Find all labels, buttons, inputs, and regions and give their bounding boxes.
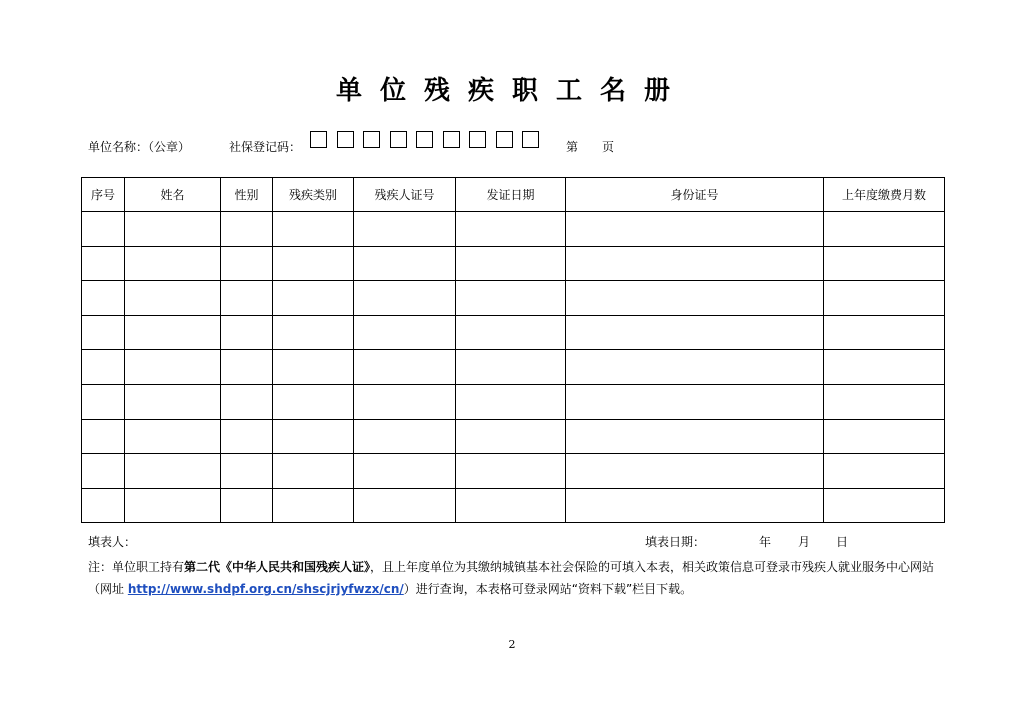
table-cell[interactable] bbox=[824, 384, 945, 419]
table-cell[interactable] bbox=[456, 419, 566, 454]
table-cell[interactable] bbox=[125, 315, 221, 350]
table-cell[interactable] bbox=[456, 384, 566, 419]
table-cell[interactable] bbox=[125, 212, 221, 247]
table-cell[interactable] bbox=[82, 246, 125, 281]
table-cell[interactable] bbox=[354, 419, 456, 454]
table-cell[interactable] bbox=[125, 350, 221, 385]
table-cell[interactable] bbox=[273, 384, 354, 419]
employee-roster-table bbox=[81, 177, 945, 523]
unit-name-label: 单位名称：（公章） bbox=[88, 140, 191, 154]
table-row bbox=[82, 212, 945, 247]
footnote-suffix: ）进行查询，本表格可登录网站“资料下载”栏目下载。 bbox=[403, 582, 693, 596]
header-id-number: 身份证号 bbox=[566, 178, 824, 212]
table-cell[interactable] bbox=[125, 246, 221, 281]
fill-date-day: 日 bbox=[836, 535, 849, 549]
footnote-website-link[interactable]: http://www.shdpf.org.cn/shscjrjyfwzx/cn/ bbox=[127, 582, 404, 596]
table-cell[interactable] bbox=[354, 212, 456, 247]
table-cell[interactable] bbox=[824, 212, 945, 247]
table-cell[interactable] bbox=[354, 281, 456, 316]
header-paid-months: 上年度缴费月数 bbox=[824, 178, 945, 212]
code-box[interactable] bbox=[310, 131, 327, 148]
fill-date-month: 月 bbox=[798, 535, 811, 549]
table-cell[interactable] bbox=[566, 488, 824, 523]
table-cell[interactable] bbox=[273, 350, 354, 385]
header-index: 序号 bbox=[82, 178, 125, 212]
table-cell[interactable] bbox=[456, 212, 566, 247]
footnote-prefix: 注：单位职工持有 bbox=[88, 560, 185, 574]
table-cell[interactable] bbox=[566, 212, 824, 247]
table-cell[interactable] bbox=[82, 281, 125, 316]
page-label-prefix: 第 bbox=[566, 140, 579, 154]
table-cell[interactable] bbox=[824, 488, 945, 523]
footnote-bold-cert: 第二代《中华人民共和国残疾人证》 bbox=[184, 560, 371, 574]
header-name: 姓名 bbox=[125, 178, 221, 212]
table-cell[interactable] bbox=[82, 350, 125, 385]
code-box[interactable] bbox=[337, 131, 354, 148]
table-cell[interactable] bbox=[824, 246, 945, 281]
table-cell[interactable] bbox=[273, 419, 354, 454]
header-issue-date: 发证日期 bbox=[456, 178, 566, 212]
header-disability-type: 残疾类别 bbox=[273, 178, 354, 212]
table-cell[interactable] bbox=[824, 419, 945, 454]
table-cell[interactable] bbox=[273, 488, 354, 523]
table-cell[interactable] bbox=[82, 454, 125, 489]
table-cell[interactable] bbox=[354, 454, 456, 489]
code-box[interactable] bbox=[469, 131, 486, 148]
table-cell[interactable] bbox=[273, 212, 354, 247]
table-cell[interactable] bbox=[221, 212, 273, 247]
header-gender: 性别 bbox=[221, 178, 273, 212]
footnote bbox=[88, 556, 948, 600]
table-cell[interactable] bbox=[221, 246, 273, 281]
document-title: 单位残疾职工名册 bbox=[335, 76, 688, 106]
fill-date-label: 填表日期： bbox=[645, 535, 706, 549]
code-box[interactable] bbox=[416, 131, 433, 148]
table-cell[interactable] bbox=[566, 454, 824, 489]
table-cell[interactable] bbox=[456, 350, 566, 385]
table-cell[interactable] bbox=[221, 488, 273, 523]
table-cell[interactable] bbox=[273, 246, 354, 281]
table-cell[interactable] bbox=[824, 315, 945, 350]
table-cell[interactable] bbox=[354, 315, 456, 350]
code-box[interactable] bbox=[443, 131, 460, 148]
table-cell[interactable] bbox=[221, 454, 273, 489]
table-cell[interactable] bbox=[566, 281, 824, 316]
table-cell[interactable] bbox=[221, 384, 273, 419]
table-cell[interactable] bbox=[82, 315, 125, 350]
table-cell[interactable] bbox=[456, 246, 566, 281]
table-header-row bbox=[82, 178, 945, 212]
page-number: 2 bbox=[508, 638, 516, 651]
table-cell[interactable] bbox=[456, 315, 566, 350]
code-box[interactable] bbox=[496, 131, 513, 148]
table-cell[interactable] bbox=[221, 350, 273, 385]
table-cell[interactable] bbox=[566, 315, 824, 350]
table-row bbox=[82, 246, 945, 281]
table-row bbox=[82, 315, 945, 350]
table-cell[interactable] bbox=[273, 454, 354, 489]
table-cell[interactable] bbox=[82, 419, 125, 454]
table-cell[interactable] bbox=[354, 384, 456, 419]
table-cell[interactable] bbox=[82, 384, 125, 419]
table-cell[interactable] bbox=[456, 488, 566, 523]
fill-date-year: 年 bbox=[759, 535, 772, 549]
social-security-label: 社保登记码： bbox=[229, 140, 302, 154]
code-box[interactable] bbox=[390, 131, 407, 148]
table-row bbox=[82, 454, 945, 489]
table-cell[interactable] bbox=[273, 281, 354, 316]
table-row bbox=[82, 488, 945, 523]
table-cell[interactable] bbox=[354, 246, 456, 281]
table-cell[interactable] bbox=[125, 281, 221, 316]
table-cell[interactable] bbox=[566, 384, 824, 419]
table-cell[interactable] bbox=[354, 488, 456, 523]
table-row bbox=[82, 350, 945, 385]
table-cell[interactable] bbox=[82, 212, 125, 247]
table-cell[interactable] bbox=[566, 350, 824, 385]
page-label-suffix: 页 bbox=[602, 140, 615, 154]
code-box[interactable] bbox=[363, 131, 380, 148]
table-cell[interactable] bbox=[273, 315, 354, 350]
table-cell[interactable] bbox=[221, 315, 273, 350]
table-cell[interactable] bbox=[125, 454, 221, 489]
filler-label: 填表人： bbox=[88, 535, 137, 549]
table-row bbox=[82, 281, 945, 316]
table-cell[interactable] bbox=[824, 281, 945, 316]
table-cell[interactable] bbox=[566, 246, 824, 281]
table-cell[interactable] bbox=[456, 281, 566, 316]
table-row bbox=[82, 419, 945, 454]
table-cell[interactable] bbox=[221, 419, 273, 454]
table-cell[interactable] bbox=[566, 419, 824, 454]
table-cell[interactable] bbox=[125, 488, 221, 523]
table-cell[interactable] bbox=[82, 488, 125, 523]
table-cell[interactable] bbox=[824, 350, 945, 385]
table-row bbox=[82, 384, 945, 419]
table-cell[interactable] bbox=[824, 454, 945, 489]
table-cell[interactable] bbox=[354, 350, 456, 385]
code-box[interactable] bbox=[522, 131, 539, 148]
table-cell[interactable] bbox=[456, 454, 566, 489]
table-cell[interactable] bbox=[125, 419, 221, 454]
table-cell[interactable] bbox=[221, 281, 273, 316]
footnote-middle: ，且上年度单位为其缴纳城镇基本社会保险的可填入本表，相关政策信息可登录市残疾人就业服务中心网站（网址 bbox=[88, 560, 935, 596]
table-cell[interactable] bbox=[125, 384, 221, 419]
header-disability-cert-no: 残疾人证号 bbox=[354, 178, 456, 212]
